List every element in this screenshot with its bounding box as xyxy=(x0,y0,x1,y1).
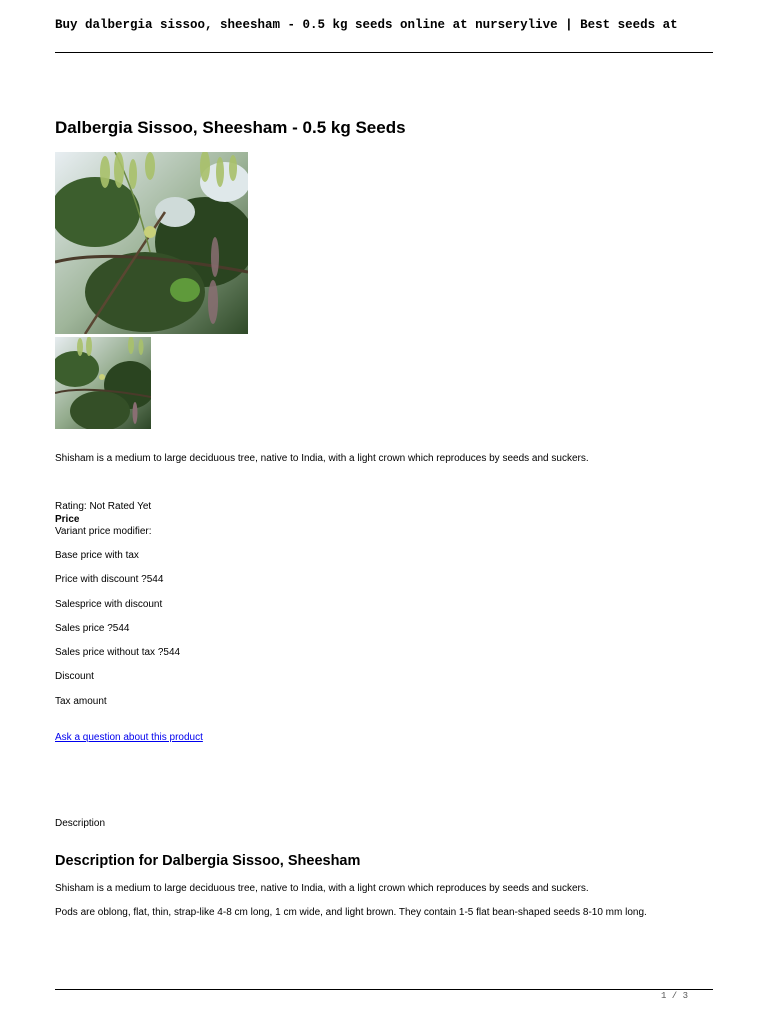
discount-label: Discount xyxy=(55,671,94,682)
product-image-thumbnail[interactable] xyxy=(55,337,151,429)
sales-price-without-tax: Sales price without tax ?544 xyxy=(55,647,181,658)
rating-text: Rating: Not Rated Yet xyxy=(55,501,152,512)
page-header-title: Buy dalbergia sissoo, sheesham - 0.5 kg seeds online at nurserylive | Best seeds at xyxy=(55,18,678,32)
description-heading: Description for Dalbergia Sissoo, Sheesham xyxy=(55,853,361,869)
description-tab-label: Description xyxy=(55,818,106,829)
tax-amount-label: Tax amount xyxy=(55,696,107,707)
description-paragraph-1: Shisham is a medium to large deciduous tree, native to India, with a light crown which reproduces by seeds and suckers. xyxy=(55,883,589,894)
header-divider xyxy=(55,52,713,53)
ask-question-link[interactable]: Ask a question about this product xyxy=(55,732,203,743)
page-number: 1 / 3 xyxy=(661,991,689,1001)
base-price-with-tax: Base price with tax xyxy=(55,550,139,561)
product-short-description: Shisham is a medium to large deciduous tree, native to India, with a light crown which reproduces by seeds and suckers. xyxy=(55,453,589,464)
product-image-main xyxy=(55,152,248,334)
footer-divider xyxy=(55,989,713,990)
price-with-discount: Price with discount ?544 xyxy=(55,574,164,585)
product-title: Dalbergia Sissoo, Sheesham - 0.5 kg Seeds xyxy=(55,118,406,137)
description-paragraph-2: Pods are oblong, flat, thin, strap-like 4-8 cm long, 1 cm wide, and light brown. They contain 1-5 flat bean-shaped seeds 8-10 mm long. xyxy=(55,907,647,918)
sales-price: Sales price ?544 xyxy=(55,623,130,634)
salesprice-with-discount: Salesprice with discount xyxy=(55,599,163,610)
variant-price-modifier: Variant price modifier: xyxy=(55,526,152,537)
price-heading: Price xyxy=(55,514,80,525)
